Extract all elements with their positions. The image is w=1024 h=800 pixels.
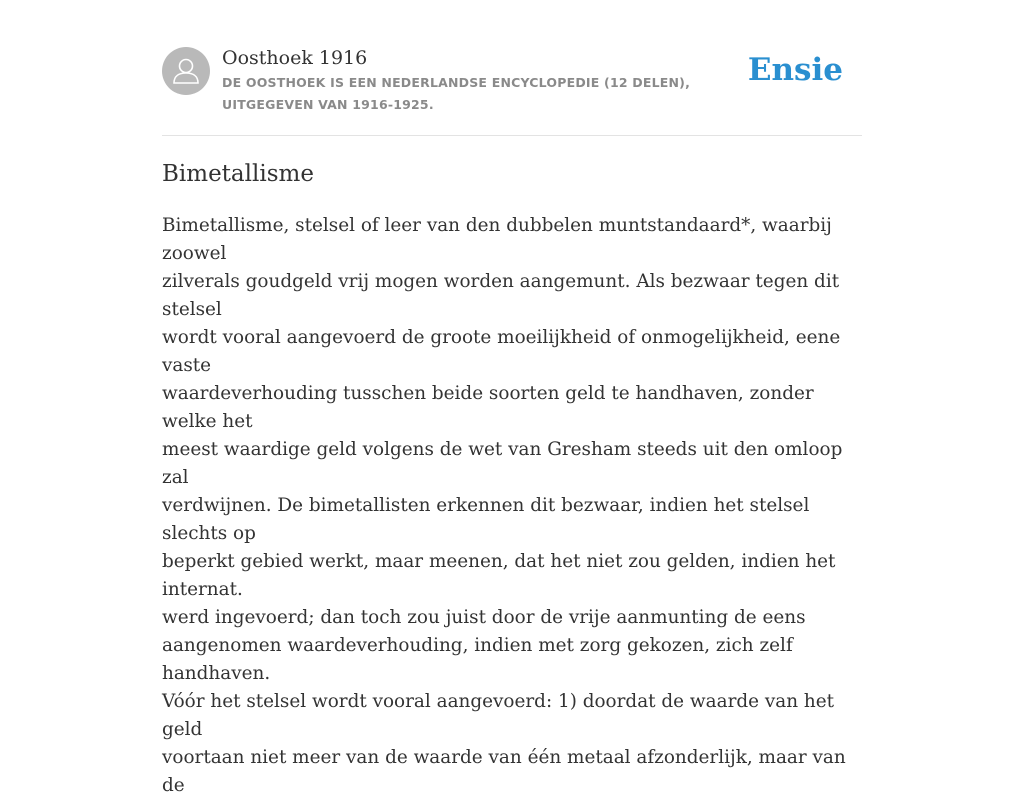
header-divider bbox=[162, 135, 862, 136]
entry-body: Bimetallisme, stelsel of leer van den dubbelen muntstandaard*, waarbij zoowel zilverals goudgeld vrij mogen worden aangemunt. Als bezwaar tegen dit stelsel wordt vooral aangevoerd de groote moeilijkheid of onmogelijkheid, eene vaste waardeverhouding tusschen beide soorten geld te handhaven, zonder welke het meest waardige geld volgens de wet van Gresham steeds uit den omloop zal verdwijnen. De bimetallisten erkennen dit bezwaar, indien het stelsel slechts op beperkt gebied werkt, maar meenen, dat het niet zou gelden, indien het internat. werd ingevoerd; dan toch zou juist door de vrije aanmunting de eens aangenomen waardeverhouding, indien met zorg gekozen, zich zelf handhaven. Vóór het stelsel wordt vooral aangevoerd: 1) doordat de waarde van het geld voortaan niet meer van de waarde van één metaal afzonderlijk, maar van de bbox=[162, 215, 846, 796]
entry-title: Bimetallisme bbox=[162, 161, 314, 187]
ensie-logo[interactable]: Ensie bbox=[747, 52, 843, 88]
source-title[interactable]: Oosthoek 1916 bbox=[222, 47, 368, 69]
user-placeholder-icon[interactable] bbox=[162, 47, 210, 95]
source-description: DE OOSTHOEK IS EEN NEDERLANDSE ENCYCLOPEDIE (12 DELEN), UITGEGEVEN VAN 1916-1925. bbox=[222, 75, 691, 112]
source-header bbox=[162, 46, 862, 116]
